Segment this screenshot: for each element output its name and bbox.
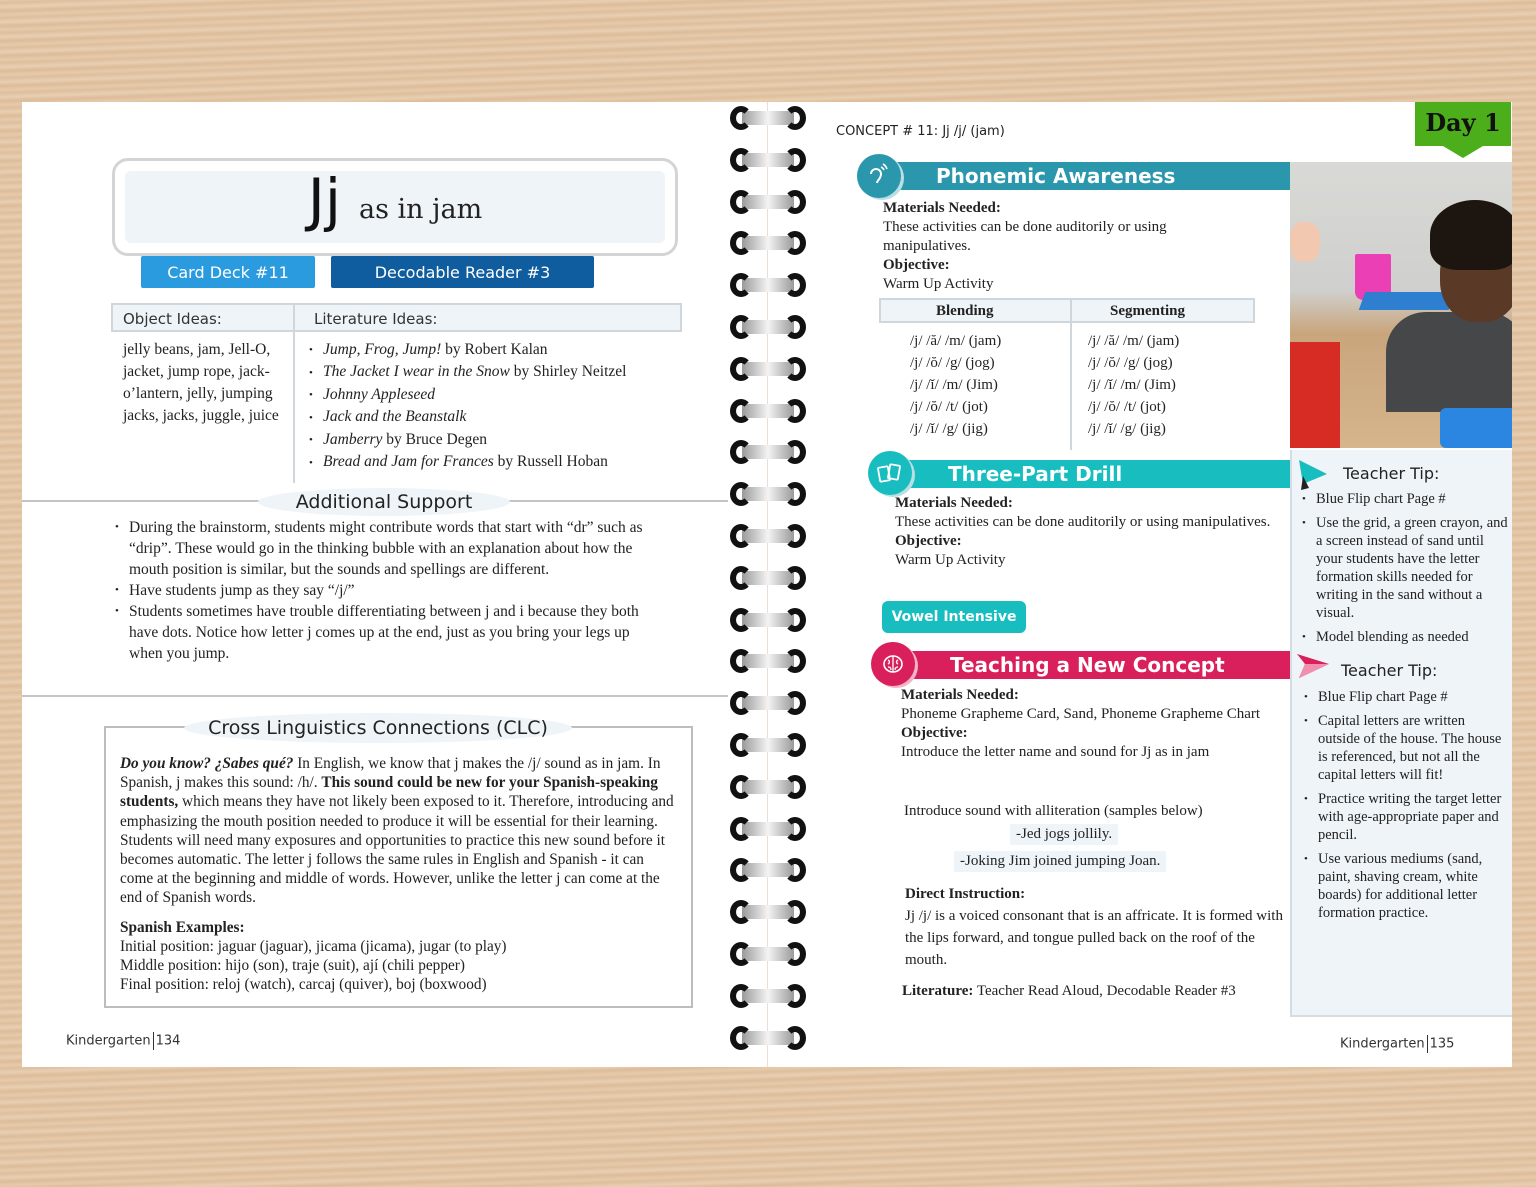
tip-item: • Use various mediums (sand, paint, shaving cream, white boards) for additional letter formation practice. — [1304, 850, 1508, 922]
direct-instruction: Direct Instruction: Jj /j/ is a voiced consonant that is an affricate. It is formed with the lips forward, and tongue pulled back on the roof of the mouth. — [905, 886, 1283, 968]
teal-arrow-icon — [1297, 458, 1331, 490]
ideas-table — [111, 303, 682, 483]
literature-item: • Bread and Jam for Frances by Russell Hoban — [309, 451, 679, 473]
spanish-example: Final position: reloj (watch), carcaj (quiver), boj (boxwood) — [120, 976, 487, 994]
tip-item: • Capital letters are written outside of the house. The house is referenced, but not all the capital letters will fit! — [1304, 712, 1508, 784]
binding-ring — [728, 647, 808, 675]
day-badge: Day 1 — [1415, 102, 1511, 156]
support-item: • Have students jump as they say “/j/” — [115, 580, 655, 601]
alliteration-sample: -Jed jogs jollily. — [1010, 824, 1118, 845]
binding-ring — [728, 982, 808, 1010]
teacher-tip-title: Teacher Tip: — [1343, 464, 1440, 483]
binding-ring — [728, 522, 808, 550]
teacher-tip-list — [1304, 688, 1508, 928]
phonemic-awareness-header: Phonemic Awareness — [880, 162, 1290, 190]
three-part-drill-header: Three-Part Drill — [892, 460, 1290, 488]
literature-item: • The Jacket I wear in the Snow by Shirley Neitzel — [309, 361, 679, 383]
classroom-photo — [1290, 162, 1512, 448]
tip-item: • Use the grid, a green crayon, and a screen instead of sand until your students have the letter formation skills needed for writing in the sand without a visual. — [1302, 514, 1508, 622]
additional-support-heading: Additional Support — [258, 488, 510, 516]
binding-ring — [728, 397, 808, 425]
binding-ring — [728, 146, 808, 174]
tip-item: • Blue Flip chart Page # — [1304, 688, 1508, 706]
binding-ring — [728, 815, 808, 843]
binding-ring — [728, 731, 808, 759]
clc-body: Do you know? ¿Sabes qué? In English, we know that j makes the /j/ sound as in jam. In Spanish, j makes this sound: /h/. This sound could be new for your Spanish-speaking students, which means they have not likely been exposed to it. Therefore, introducing and emphasizing the mouth position needed to produce it will be essential for their learning. Students will need many exposures and opportunities to practice this new sound before it becomes automatic. The letter j follows the same rules in English and Spanish - it can come at the beginning and middle of words. However, unlike the letter j can come at the end of Spanish words. Spanish Examples: Initial position: jaguar (jaguar), jicama (jicama), jugar (to play) Middle position: hijo (son), traje (suit), ají (chili pepper) Final position: reloj (watch), carcaj (quiver), boj (boxwood) — [120, 754, 680, 994]
clc-box — [104, 726, 693, 1008]
binding-ring — [728, 689, 808, 717]
binding-ring — [728, 856, 808, 884]
support-item: • Students sometimes have trouble differentiating between j and i because they both have dots. Notice how letter j comes up at the end, just as you bring your legs up when you jump. — [115, 601, 655, 664]
support-item: • During the brainstorm, students might contribute words that start with “dr” such as “drip”. These would go in the thinking bubble with an explanation about how the mouth position is similar, but the sounds and spellings are different. — [115, 517, 655, 580]
binding-ring — [728, 271, 808, 299]
tip-item: • Practice writing the target letter with age-appropriate paper and pencil. — [1304, 790, 1508, 844]
blending-header: Blending — [936, 303, 994, 319]
segmenting-header: Segmenting — [1110, 303, 1185, 319]
alliteration-sample: -Joking Jim joined jumping Joan. — [954, 851, 1166, 872]
segmenting-column: /j/ /ă/ /m/ (jam) /j/ /ŏ/ /g/ (jog) /j/ /ĭ/ /m/ (Jim) /j/ /ŏ/ /t/ (jot) /j/ /ĭ/ /g/ (jig) — [1088, 333, 1180, 437]
page-number: 135 — [1429, 1036, 1455, 1052]
tip-item: • Model blending as needed — [1302, 628, 1508, 646]
right-page-footer: Kindergarten 135 — [1340, 1036, 1455, 1052]
literature-item: • Jack and the Beanstalk — [309, 406, 679, 428]
tip-item: • Blue Flip chart Page # — [1302, 490, 1508, 508]
section-divider — [22, 695, 728, 697]
concept-label: CONCEPT # 11: Jj /j/ (jam) — [836, 124, 1005, 139]
literature-list — [309, 339, 679, 474]
literature-item: • Jump, Frog, Jump! by Robert Kalan — [309, 339, 679, 361]
brain-icon — [871, 642, 915, 686]
column-divider — [293, 303, 295, 483]
pink-arrow-icon — [1295, 652, 1331, 680]
literature-ideas-header: Literature Ideas: — [314, 310, 438, 328]
alliteration-intro: Introduce sound with alliteration (samples below) — [904, 803, 1203, 819]
binding-ring — [728, 104, 808, 132]
literature-item: • Jamberry by Bruce Degen — [309, 429, 679, 451]
spanish-examples-heading: Spanish Examples: — [120, 918, 245, 936]
ideas-header-row — [111, 303, 682, 332]
binding-ring — [728, 188, 808, 216]
binding-ring — [728, 355, 808, 383]
page-number: 134 — [155, 1033, 181, 1049]
literature-item: • Johnny Appleseed — [309, 384, 679, 406]
spanish-example: Initial position: jaguar (jaguar), jicama (jicama), jugar (to play) — [120, 937, 507, 955]
ear-icon — [857, 154, 901, 198]
object-ideas-text: jelly beans, jam, Jell-O, jacket, jump rope, jack-o’lantern, jelly, jumping jacks, jacks, juggle, juice — [123, 341, 279, 424]
binding-ring — [728, 564, 808, 592]
object-ideas-header: Object Ideas: — [123, 310, 222, 328]
three-part-drill-body: Materials Needed: These activities can be done auditorily or using manipulatives. Objective: Warm Up Activity — [895, 495, 1271, 568]
literature-line: Literature: Teacher Read Aloud, Decodable Reader #3 — [902, 983, 1236, 999]
binding-ring — [728, 229, 808, 257]
blending-segmenting-table — [879, 298, 1255, 450]
teacher-tip-title: Teacher Tip: — [1341, 661, 1438, 680]
spanish-example: Middle position: hijo (son), traje (suit), ají (chili pepper) — [120, 957, 465, 975]
decodable-reader-tag: Decodable Reader #3 — [331, 256, 594, 288]
target-letter: Jj — [307, 166, 341, 234]
binding-ring — [728, 1024, 808, 1052]
blending-column: /j/ /ă/ /m/ (jam) /j/ /ŏ/ /g/ (jog) /j/ /ĭ/ /m/ (Jim) /j/ /ŏ/ /t/ (jot) /j/ /ĭ/ /g/ (jig) — [910, 333, 1002, 437]
left-page-footer: Kindergarten 134 — [66, 1033, 181, 1049]
table-header-row — [879, 298, 1255, 323]
binding-ring — [728, 773, 808, 801]
card-deck-tag: Card Deck #11 — [141, 256, 315, 288]
clc-heading: Cross Linguistics Connections (CLC) — [184, 713, 572, 743]
teaching-new-concept-header: Teaching a New Concept — [894, 651, 1290, 679]
teaching-new-concept-body: Materials Needed: Phoneme Grapheme Card, Sand, Phoneme Grapheme Chart Objective: Introduce the letter name and sound for Jj as in jam — [901, 687, 1261, 760]
vowel-intensive-button[interactable]: Vowel Intensive — [882, 601, 1026, 633]
cards-icon — [868, 451, 912, 495]
phonemic-awareness-body: Materials Needed: These activities can be done auditorily or using manipulatives. Objective: Warm Up Activity — [883, 200, 1167, 292]
binding-ring — [728, 313, 808, 341]
additional-support-list — [115, 517, 655, 664]
clc-lead: Do you know? ¿Sabes qué? — [120, 755, 294, 772]
binding-ring — [728, 480, 808, 508]
binding-ring — [728, 438, 808, 466]
spiral-binding — [728, 104, 808, 1069]
binding-ring — [728, 898, 808, 926]
letter-title-card — [112, 158, 678, 256]
binding-ring — [728, 940, 808, 968]
binding-ring — [728, 606, 808, 634]
key-word: as in jam — [359, 194, 483, 225]
teacher-tip-list — [1302, 490, 1508, 652]
